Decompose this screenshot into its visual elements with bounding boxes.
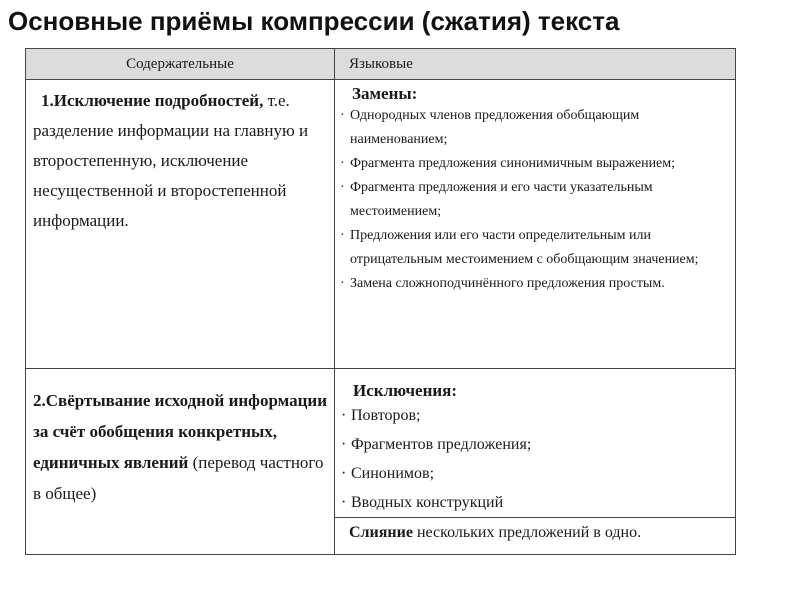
row1-left-title: 1.Исключение подробностей, [41,91,264,110]
list-item: · Фрагмента предложения и его части указательным местоимением; [340,180,653,219]
table-header-row [26,49,736,80]
replacements-list [338,104,733,296]
row2-right-cell [335,369,736,518]
header-language: Языковые [335,49,736,80]
list-item: · Повторов; [341,407,421,424]
list-item: · Фрагментов предложения; [341,436,532,453]
row2-left-title: 2.Свёртывание исходной информации за счёт обобщения конкретных, единичных явлений [33,391,327,472]
row1-left-cell [26,80,335,369]
table-row [26,369,736,518]
list-item: · Замена сложноподчинённого предложения простым. [340,276,665,291]
list-item: · Фрагмента предложения синонимичным выражением; [340,156,676,171]
exclusions-list [339,401,733,517]
merge-cell [335,518,736,555]
merge-title: Слияние [349,524,413,541]
merge-text: нескольких предложений в одно. [412,524,642,541]
list-item: · Предложения или его части определительным или отрицательным местоимением с обобщающим значением; [340,228,699,267]
replacements-heading: Замены: [352,84,418,103]
list-item: · Однородных членов предложения обобщающим наименованием; [340,108,640,147]
row2-left-cell [26,369,335,555]
exclusions-heading: Исключения: [353,381,458,400]
row1-right-cell [335,80,736,369]
page-title: Основные приёмы компрессии (сжатия) текста [8,6,620,36]
header-content: Содержательные [26,49,335,80]
list-item: · Вводных конструкций [341,494,504,511]
row1-left-text: т.е. разделение информации на главную и второстепенную, исключение несущественной и второстепенной информации. [33,91,309,230]
list-item: · Синонимов; [341,465,435,482]
compression-table [25,48,736,555]
row2-left-text: (перевод частного в общее) [33,453,324,503]
table-row [26,80,736,369]
